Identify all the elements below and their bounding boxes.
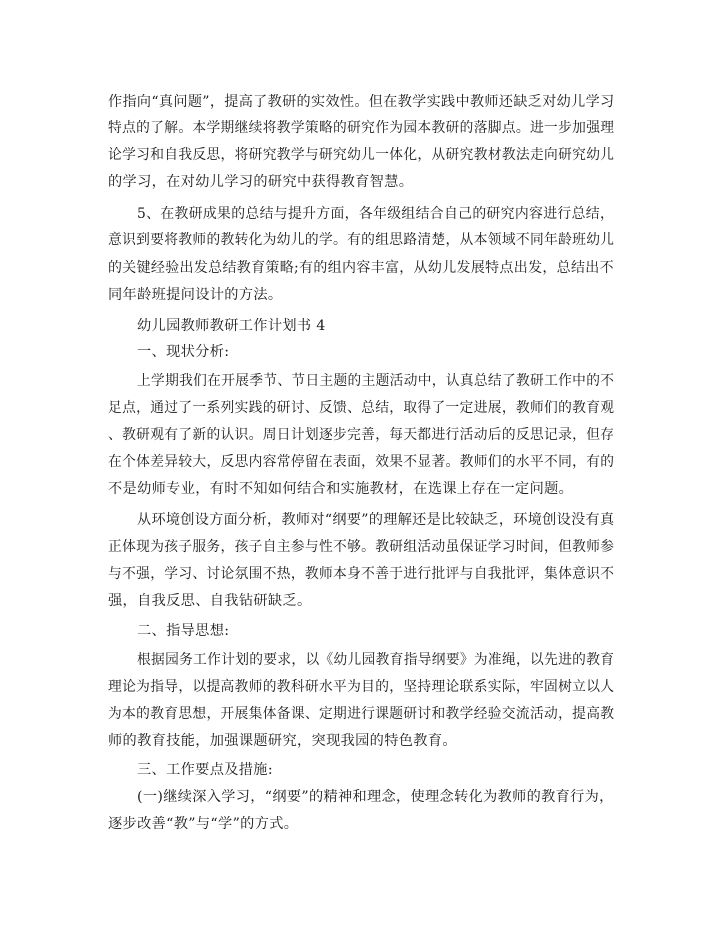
text-line: 、教研观有了新的认识。周日计划逐步完善，每天都进行活动后的反思记录，但存 (108, 427, 615, 443)
text-line: 与不强，学习、讨论氛围不热，教师本身不善于进行批评与自我批评，集体意识不 (108, 566, 615, 582)
text-line: 上学期我们在开展季节、节日主题的主题活动中，认真总结了教研工作中的不 (137, 373, 615, 389)
text-line: 论学习和自我反思，将研究教学与研究幼儿一体化，从研究教材教法走向研究幼儿 (108, 147, 615, 163)
section-heading: 一、现状分析: (137, 344, 230, 360)
text-line: 5、在教研成果的总结与提升方面，各年级组结合自己的研究内容进行总结， (137, 206, 615, 222)
text-line: 在个体差异较大，反思内容常停留在表面，效果不显著。教师们的水平不同，有的 (108, 454, 615, 470)
text-line: 特点的了解。本学期继续将教学策略的研究作为园本教研的落脚点。进一步加强理 (108, 120, 615, 136)
text-line: 为本的教育思想，开展集体备课、定期进行课题研讨和教学经验交流活动，提高教 (108, 706, 615, 722)
text-line: 足点，通过了一系列实践的研讨、反馈、总结，取得了一定进展，教师们的教育观 (108, 400, 615, 416)
section-heading: 二、指导思想: (137, 623, 230, 639)
text-line: 正体现为孩子服务，孩子自主参与性不够。教研组活动虽保证学习时间，但教师参 (108, 539, 615, 555)
section-heading: 三、工作要点及措施: (137, 762, 273, 778)
text-line: 意识到要将教师的教转化为幼儿的学。有的组思路清楚，从本领域不同年龄班幼儿 (108, 232, 615, 248)
text-line: 师的教育技能，加强课题研究，突现我园的特色教育。 (108, 733, 457, 749)
section-title: 幼儿园教师教研工作计划书 4 (137, 318, 326, 334)
text-line: 根据园务工作计划的要求，以《幼儿园教育指导纲要》为准绳，以先进的教育 (137, 652, 615, 668)
text-line: 理论为指导，以提高教师的教科研水平为目的，坚持理论联系实际，牢固树立以人 (108, 679, 615, 695)
text-line: 逐步改善“教”与“学”的方式。 (108, 816, 299, 832)
text-line: (一)继续深入学习，“纲要”的精神和理念，使理念转化为教师的教育行为， (137, 789, 614, 805)
text-line: 不是幼师专业，有时不知如何结合和实施教材，在选课上存在一定问题。 (108, 481, 574, 497)
text-line: 的关键经验出发总结教育策略;有的组内容丰富，从幼儿发展特点出发，总结出不 (108, 260, 614, 276)
text-line: 同年龄班提问设计的方法。 (108, 287, 283, 303)
text-line: 从环境创设方面分析，教师对“纲要”的理解还是比较缺乏，环境创设没有真 (137, 512, 615, 528)
text-line: 强，自我反思、自我钻研缺乏。 (108, 593, 312, 609)
text-line: 的学习，在对幼儿学习的研究中获得教育智慧。 (108, 174, 414, 190)
text-line: 作指向“真问题”，提高了教研的实效性。但在教学实践中教师还缺乏对幼儿学习 (108, 94, 615, 110)
